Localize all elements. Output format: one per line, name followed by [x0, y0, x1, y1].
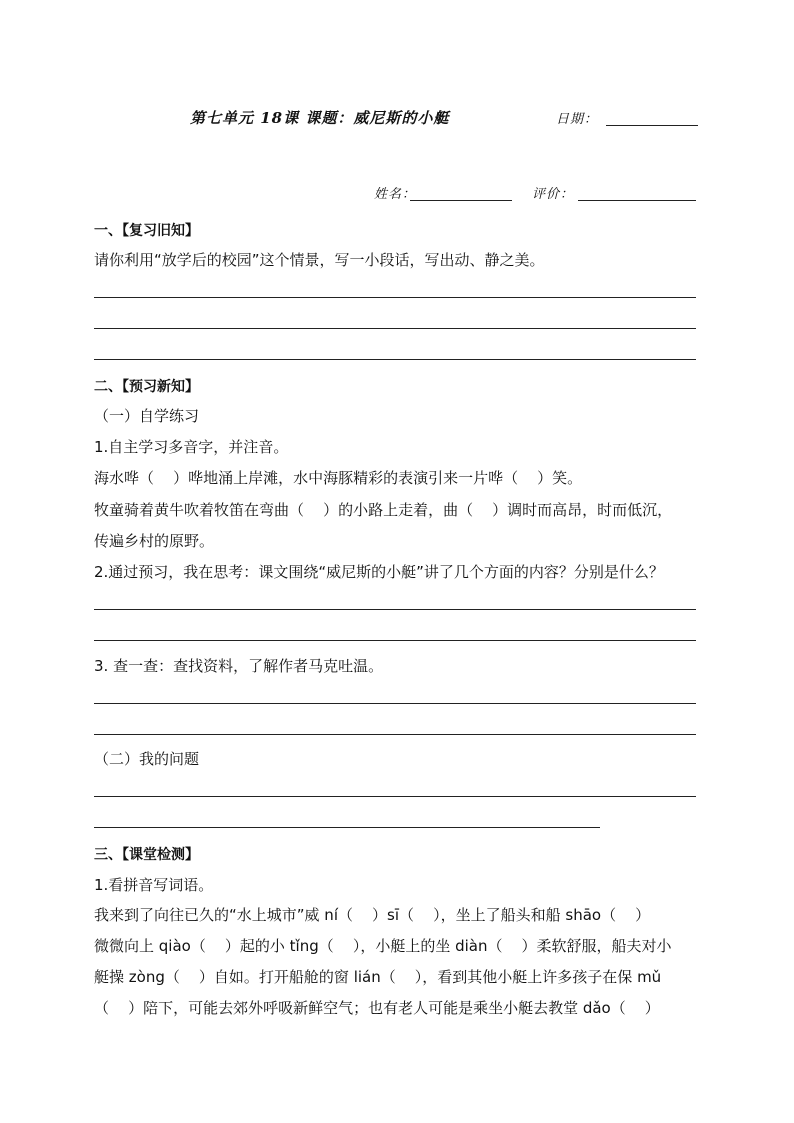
section-heading-preview: 二、【预习新知】 [94, 379, 199, 395]
pinyin-passage-line-2: 微微向上 qiào（ ）起的小 tǐng（ ），小艇上的坐 diàn（ ）柔软舒服，船夫对小 [94, 937, 672, 955]
answer-line[interactable] [94, 609, 696, 610]
test-question-1-title: 1.看拼音写词语。 [94, 876, 214, 894]
section-heading-review: 一、【复习旧知】 [94, 223, 199, 239]
answer-line[interactable] [94, 703, 696, 704]
date-blank[interactable] [606, 125, 698, 126]
worksheet-title: 第七单元 18课 课题：威尼斯的小艇 [190, 109, 450, 127]
answer-line[interactable] [94, 734, 696, 735]
pinyin-passage-line-1: 我来到了向往已久的“水上城市”威 ní（ ）sī（ ），坐上了船头和船 shāo（ ） [94, 906, 651, 924]
section-heading-classroom-test: 三、【课堂检测】 [94, 847, 199, 863]
name-label: 姓名： [374, 187, 417, 202]
subsection-my-questions: （二）我的问题 [94, 750, 200, 768]
answer-line[interactable] [94, 328, 696, 329]
pinyin-passage-line-3: 艇操 zòng（ ）自如。打开船舱的窗 lián（ ），看到其他小艇上许多孩子在保 mǔ [94, 968, 662, 986]
polyphone-sentence-2: 牧童骑着黄牛吹着牧笛在弯曲（ ）的小路上走着，曲（ ）调时而高昂，时而低沉， [94, 501, 673, 519]
date-label: 日期： [556, 112, 599, 127]
subsection-self-study: （一）自学练习 [94, 407, 200, 425]
question-1-title: 1.自主学习多音字，并注音。 [94, 438, 289, 456]
question-2: 2.通过预习，我在思考：课文围绕“威尼斯的小艇”讲了几个方面的内容？分别是什么？ [94, 563, 664, 581]
polyphone-sentence-1: 海水哗（ ）哗地涌上岸滩，水中海豚精彩的表演引来一片哗（ ）笑。 [94, 469, 583, 487]
answer-line[interactable] [94, 297, 696, 298]
answer-line[interactable] [94, 359, 696, 360]
pinyin-passage-line-4: （ ）陪下，可能去郊外呼吸新鲜空气；也有老人可能是乘坐小艇去教堂 dǎo（ ） [94, 999, 660, 1017]
answer-line[interactable] [94, 640, 696, 641]
score-label: 评价： [532, 187, 575, 202]
score-blank[interactable] [578, 200, 696, 201]
review-prompt: 请你利用“放学后的校园”这个情景，写一小段话，写出动、静之美。 [94, 251, 545, 269]
polyphone-sentence-2-cont: 传遍乡村的原野。 [94, 532, 215, 550]
answer-line[interactable] [94, 796, 696, 797]
question-3: 3. 查一查：查找资料，了解作者马克吐温。 [94, 657, 384, 675]
answer-line[interactable] [94, 827, 600, 828]
name-blank[interactable] [410, 200, 512, 201]
